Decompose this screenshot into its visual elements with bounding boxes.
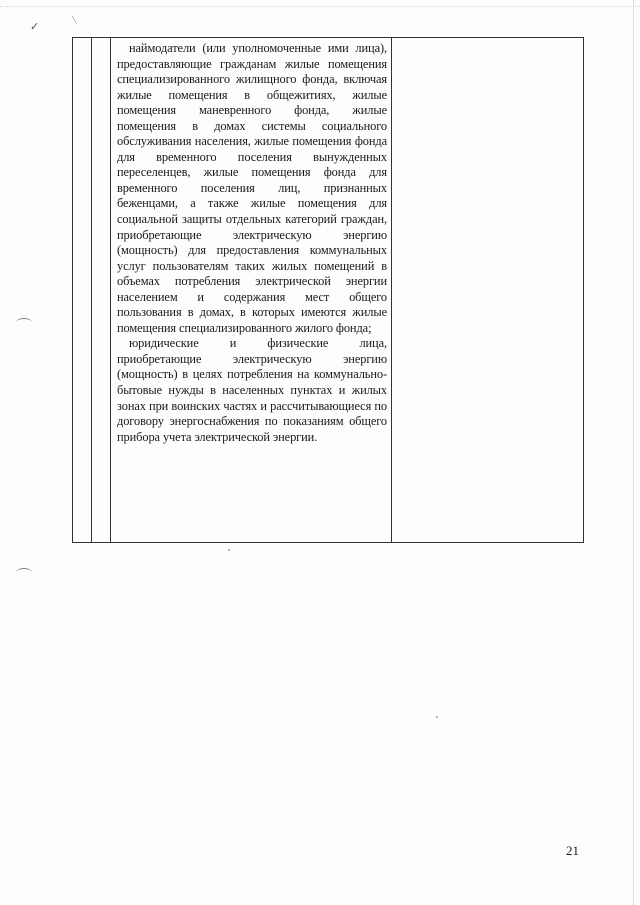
scan-top-edge [0, 6, 640, 7]
page-number: 21 [566, 843, 579, 858]
table-column-divider [110, 38, 111, 542]
paragraph-legal-entities: юридические и физические лица, приобретающие электрическую энергию (мощность) в целях потребления на коммунально-бытовые нужды в населенных пунктах и жилых зонах при воинских частях и рассчитывающиеся по договору энергоснабжения по показаниям общего прибора учета электрической энергии. [117, 336, 387, 444]
table-column-divider [91, 38, 92, 542]
scan-right-edge [633, 0, 634, 905]
consumer-category-table [72, 37, 584, 543]
punch-hole-icon [16, 318, 32, 327]
punch-hole-icon [16, 568, 32, 577]
paragraph-landlords: наймодатели (или уполномоченные ими лица), предоставляющие гражданам жилые помещения специализированного жилищного фонда, включая жилые помещения в общежитиях, жилые помещения маневренного фонда, жилые помещения в домах системы социального обслуживания населения, жилые помещения фонда для временного поселения вынужденных переселенцев, жилые помещения фонда для временного поселения лиц, признанных беженцами, а также жилые помещения для социальной защиты отдельных категорий граждан, приобретающие электрическую энергию (мощность) для предоставления коммунальных услуг пользователям таких жилых помещений в объемах потребления электрической энергии населением и содержания мест общего пользования в домах, в которых имеются жилые помещения специализированного жилого фонда; [117, 41, 387, 335]
check-mark-icon: ✓ [30, 20, 40, 33]
table-cell-text [117, 41, 387, 445]
scan-speck [228, 549, 230, 551]
table-column-divider [391, 38, 392, 542]
scan-speck [436, 716, 438, 718]
scan-speck-icon: ╲ [72, 16, 77, 24]
